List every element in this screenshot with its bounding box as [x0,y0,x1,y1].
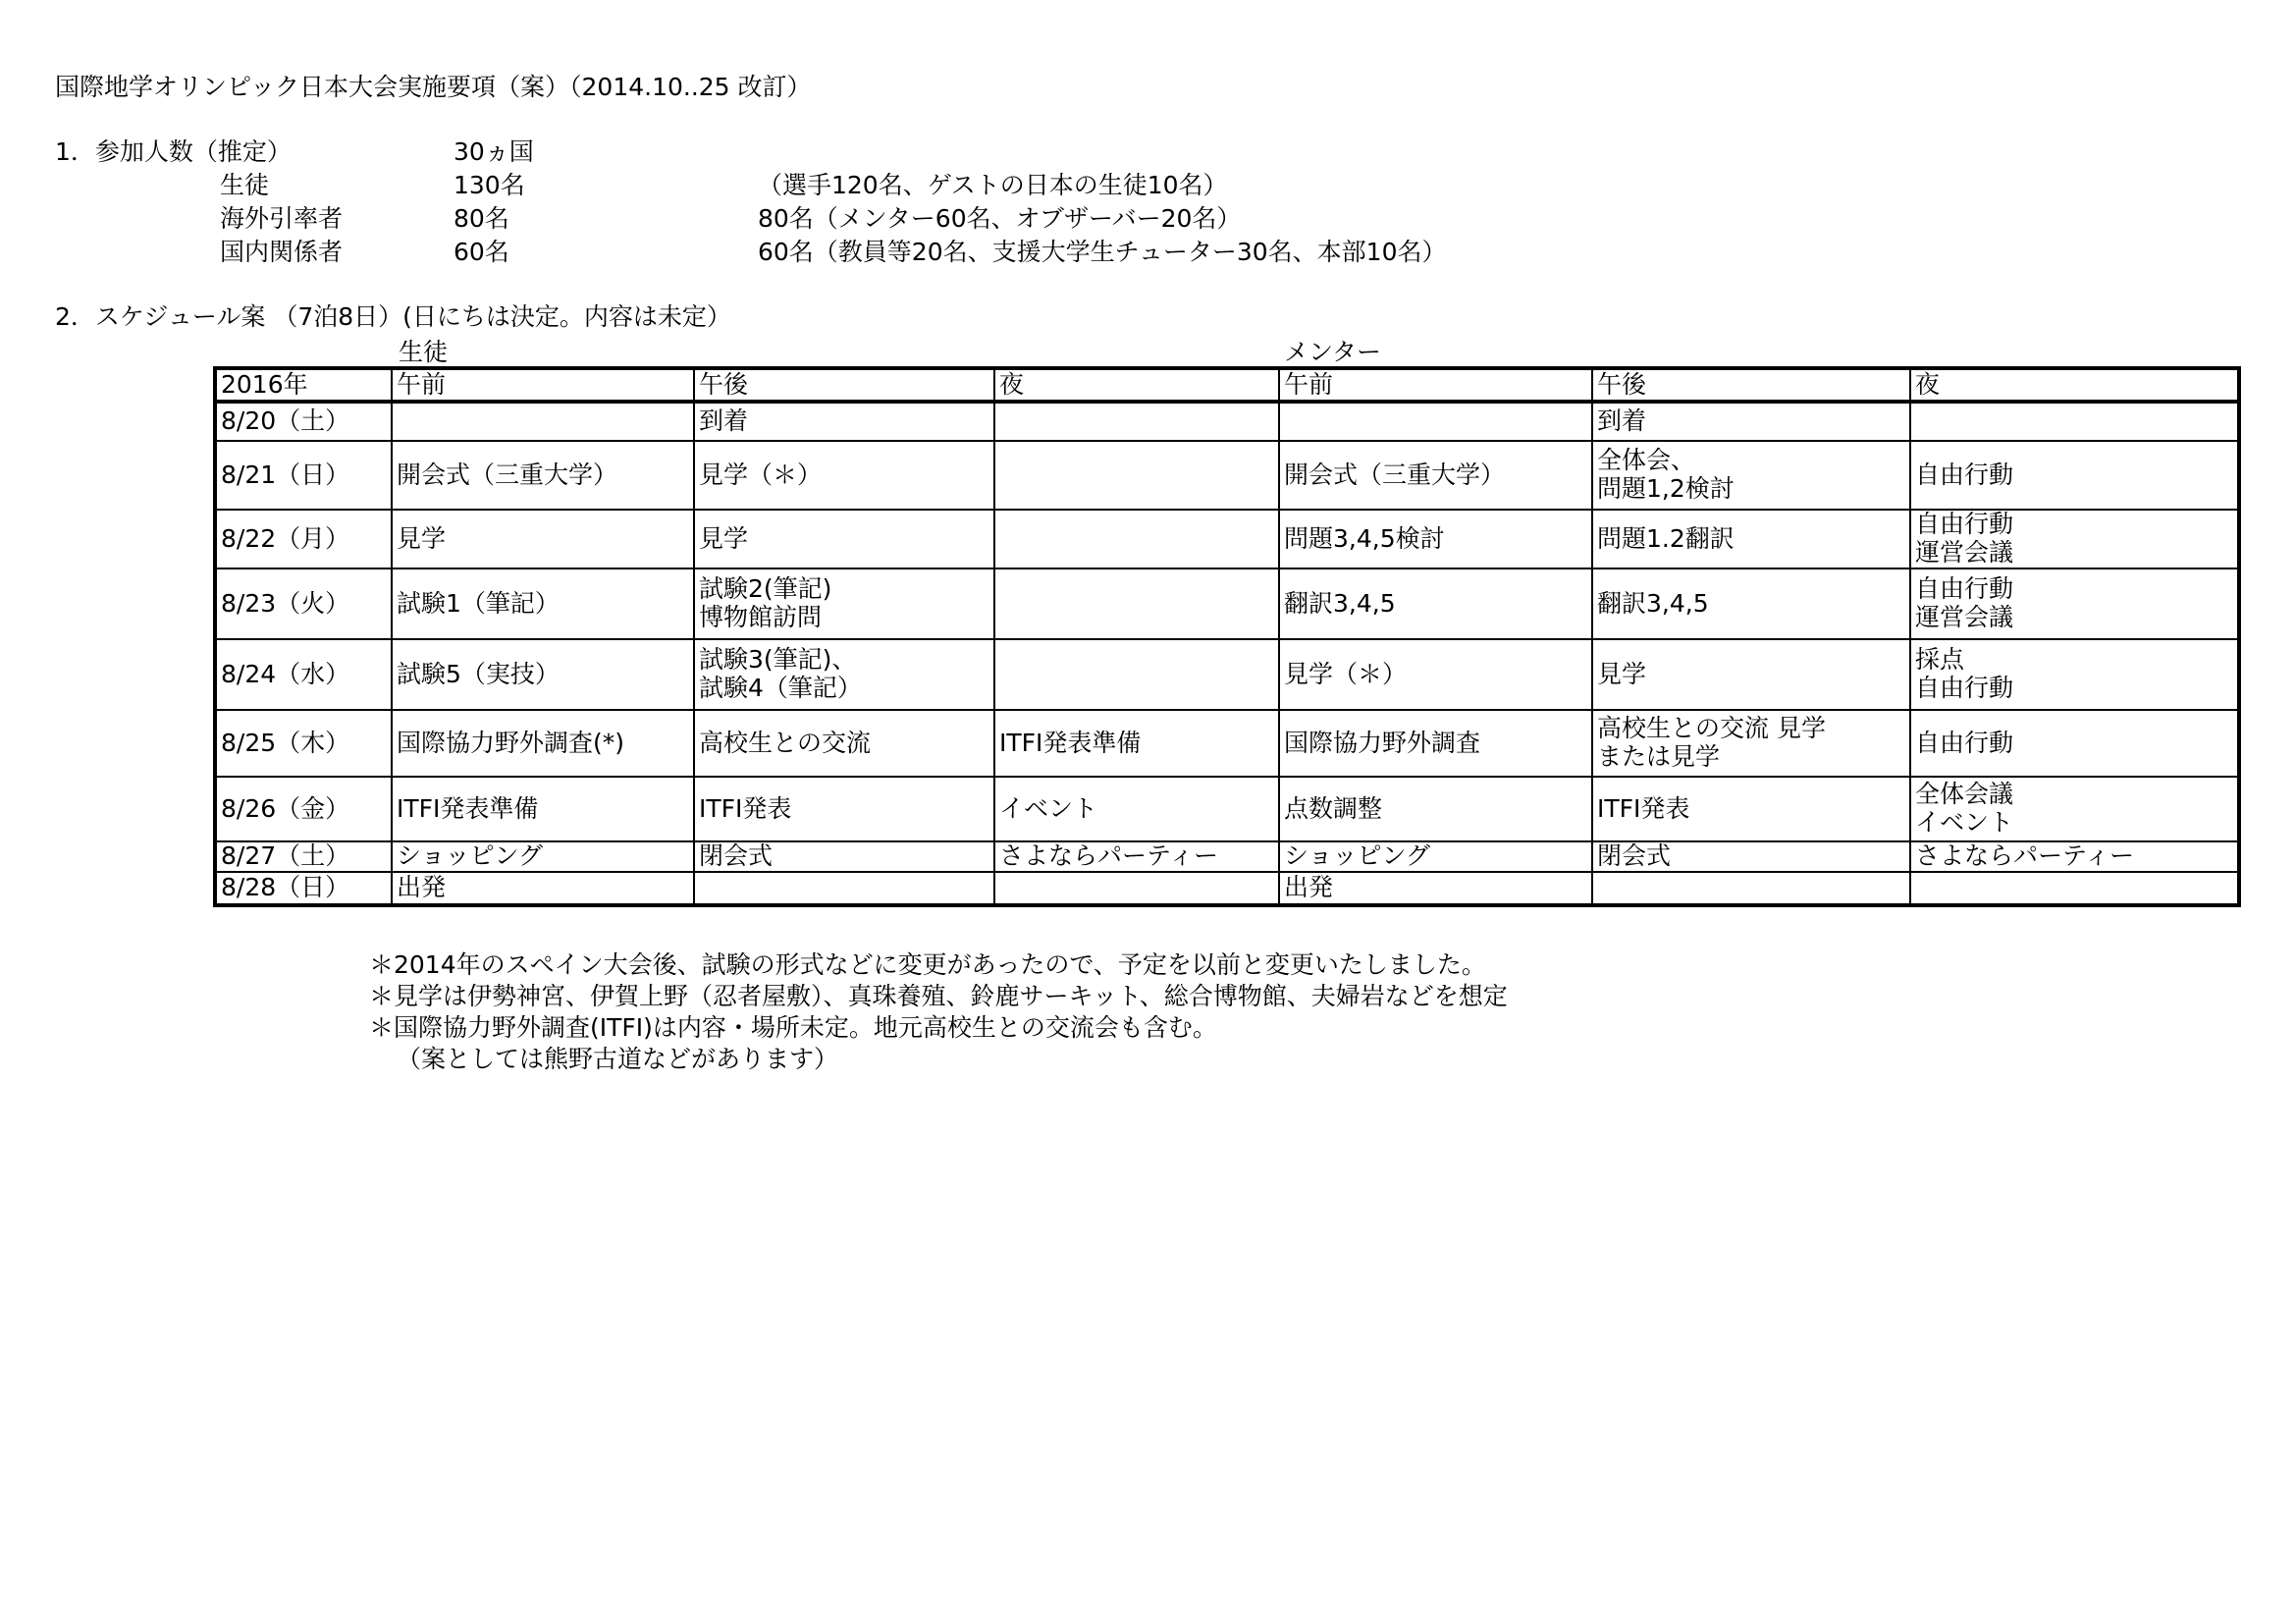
schedule-cell [1910,568,2239,639]
cell-text: イベント [999,793,1098,823]
schedule-cell [392,441,694,510]
schedule-cell [694,777,994,841]
table-row [215,639,2239,710]
schedule-cell [392,710,694,777]
date-cell [215,777,392,841]
participants-note-overseas: 80名（メンター60名、オブザーバー20名） [758,204,1242,233]
note-item: （案としては熊野古道などがあります） [397,1045,839,1073]
cell-text: 問題1,2検討 [1597,474,1735,503]
cell-text: 到着 [699,406,749,436]
cell-text: 試験3(筆記)、 [699,645,857,675]
date-cell [215,710,392,777]
schedule-cell [1592,872,1910,905]
participants-note-students: （選手120名、ゲストの日本の生徒10名） [758,171,1228,199]
participants-value-domestic: 60名 [454,238,509,266]
cell-text: または見学 [1597,742,1721,771]
cell-text: 全体会、 [1597,446,1696,475]
header-cell-0 [215,368,392,402]
cell-text: 翻訳3,4,5 [1597,588,1709,618]
date-cell [215,568,392,639]
cell-text: 試験2(筆記) [699,574,832,604]
schedule-cell [694,510,994,568]
schedule-cell [1592,639,1910,710]
table-row [215,841,2239,872]
schedule-cell [994,710,1279,777]
group-label-students: 生徒 [399,338,449,366]
schedule-cell [694,872,994,905]
cell-text: 翻訳3,4,5 [1284,588,1396,618]
cell-text: 見学 [397,523,447,553]
cell-text: 8/20（土） [221,406,350,436]
cell-text: 試験5（実技） [397,659,560,688]
header-cell-6 [1910,368,2239,402]
note-item: ＊見学は伊勢神宮、伊賀上野（忍者屋敷）、真珠養殖、鈴鹿サーキット、総合博物館、夫婦岩などを想定 [369,982,1508,1010]
schedule-cell [1279,639,1592,710]
schedule-cell [1279,872,1592,905]
cell-text: 閉会式 [1597,841,1672,870]
schedule-cell [1279,510,1592,568]
cell-text: 自由行動 [1915,510,2014,539]
date-cell [215,510,392,568]
cell-text: 見学（＊） [1284,659,1408,688]
cell-text: 8/28（日） [221,872,350,901]
schedule-cell [994,441,1279,510]
schedule-cell [994,841,1279,872]
schedule-cell [1910,872,2239,905]
schedule-cell [694,568,994,639]
schedule-cell [392,777,694,841]
cell-text: ITFI発表準備 [999,728,1142,757]
cell-text: 自由行動 [1915,574,2014,604]
date-cell [215,841,392,872]
cell-text: 夜 [999,369,1025,399]
table-row [215,872,2239,905]
cell-text: 国際協力野外調査(*) [397,728,625,757]
header-cell-5 [1592,368,1910,402]
countries-count: 30ヵ国 [454,137,534,166]
cell-text: 8/22（月） [221,523,350,553]
cell-text: 試験4（筆記） [699,674,862,702]
schedule-cell [1279,710,1592,777]
schedule-cell [994,402,1279,441]
cell-text: 自由行動 [1915,460,2014,489]
section1-heading: 1．参加人数（推定） [55,137,292,166]
header-cell-2 [694,368,994,402]
schedule-cell [392,568,694,639]
cell-text: 見学 [1597,659,1647,688]
cell-text: 点数調整 [1284,793,1383,823]
schedule-cell [694,639,994,710]
cell-text: 午前 [1284,369,1334,399]
cell-text: さよならパーティー [1915,841,2135,870]
cell-text: 8/23（火） [221,588,350,618]
cell-text: さよならパーティー [999,841,1219,870]
schedule-cell [1592,710,1910,777]
cell-text: ITFI発表 [699,793,792,823]
cell-text: 自由行動 [1915,674,2014,702]
cell-text: 試験1（筆記） [397,588,560,618]
schedule-cell [1910,841,2239,872]
cell-text: 全体会議 [1915,780,2014,809]
schedule-cell [994,777,1279,841]
cell-text: イベント [1915,808,2014,837]
schedule-cell [694,710,994,777]
schedule-cell [1592,568,1910,639]
schedule-cell [1592,777,1910,841]
participants-label-overseas: 海外引率者 [220,204,344,233]
cell-text: 午後 [699,369,749,399]
date-cell [215,402,392,441]
cell-text: ITFI発表準備 [397,793,539,823]
section2-heading: 2．スケジュール案 （7泊8日）(日にちは決定。内容は未定） [55,302,731,331]
participants-value-students: 130名 [454,171,525,199]
schedule-cell [392,402,694,441]
cell-text: 到着 [1597,406,1647,436]
schedule-cell [1279,441,1592,510]
schedule-cell [994,510,1279,568]
notes [369,950,1508,1076]
schedule-cell [694,841,994,872]
cell-text: 8/27（土） [221,841,350,870]
participants-value-overseas: 80名 [454,204,509,233]
schedule-cell [994,872,1279,905]
cell-text: 見学（＊） [699,460,823,489]
note-item: ＊国際協力野外調査(ITFI)は内容・場所未定。地元高校生との交流会も含む。 [369,1013,1217,1042]
cell-text: 高校生との交流 見学 [1597,714,1826,743]
group-label-mentors: メンター [1284,338,1382,366]
schedule-cell [1910,777,2239,841]
date-cell [215,639,392,710]
schedule-cell [1279,402,1592,441]
cell-text: 夜 [1915,369,1941,399]
schedule-cell [392,510,694,568]
date-cell [215,441,392,510]
schedule-cell [994,639,1279,710]
cell-text: 8/24（水） [221,659,350,688]
cell-text: 博物館訪問 [699,603,823,631]
schedule-cell [1910,710,2239,777]
schedule-cell [392,872,694,905]
cell-text: 高校生との交流 [699,728,872,757]
cell-text: ショッピング [397,841,544,870]
cell-text: 2016年 [221,369,308,399]
schedule-cell [1279,777,1592,841]
cell-text: 運営会議 [1915,603,2014,631]
table-row [215,402,2239,441]
schedule-cell [1910,510,2239,568]
note-item: ＊2014年のスペイン大会後、試験の形式などに変更があったので、予定を以前と変更いたしました。 [369,950,1486,979]
section1 [55,137,1527,275]
schedule-cell [1279,568,1592,639]
cell-text: ITFI発表 [1597,793,1690,823]
cell-text: 運営会議 [1915,538,2014,567]
header-cell-4 [1279,368,1592,402]
participants-note-domestic: 60名（教員等20名、支援大学生チューター30名、本部10名） [758,238,1447,266]
cell-text: 開会式（三重大学） [397,460,618,489]
schedule-table [213,366,2241,907]
schedule-cell [694,441,994,510]
document-title: 国際地学オリンピック日本大会実施要項（案）（2014.10..25 改訂） [55,73,812,101]
schedule-cell [392,841,694,872]
schedule-cell [1910,639,2239,710]
cell-text: ショッピング [1284,841,1431,870]
date-cell [215,872,392,905]
table-header-row [215,368,2239,402]
header-cell-3 [994,368,1279,402]
cell-text: 午前 [397,369,447,399]
schedule-cell [1279,841,1592,872]
table-row [215,441,2239,510]
cell-text: 見学 [699,523,749,553]
cell-text: 問題1.2翻訳 [1597,523,1735,553]
cell-text: 国際協力野外調査 [1284,728,1481,757]
cell-text: 開会式（三重大学） [1284,460,1506,489]
schedule-cell [1592,441,1910,510]
cell-text: 出発 [1284,872,1334,901]
header-cell-1 [392,368,694,402]
cell-text: 午後 [1597,369,1647,399]
schedule-cell [1592,841,1910,872]
schedule-cell [694,402,994,441]
cell-text: 8/26（金） [221,793,350,823]
table-row [215,777,2239,841]
table-row [215,510,2239,568]
schedule-cell [1910,441,2239,510]
participants-label-domestic: 国内関係者 [220,238,344,266]
schedule-cell [392,639,694,710]
table-row [215,710,2239,777]
schedule-cell [1910,402,2239,441]
cell-text: 閉会式 [699,841,774,870]
participants-label-students: 生徒 [220,171,270,199]
schedule-cell [1592,402,1910,441]
table-row [215,568,2239,639]
cell-text: 8/21（日） [221,460,350,489]
schedule-cell [1592,510,1910,568]
cell-text: 採点 [1915,645,1965,675]
cell-text: 出発 [397,872,447,901]
cell-text: 8/25（木） [221,728,350,757]
schedule-cell [994,568,1279,639]
cell-text: 問題3,4,5検討 [1284,523,1445,553]
cell-text: 自由行動 [1915,728,2014,757]
